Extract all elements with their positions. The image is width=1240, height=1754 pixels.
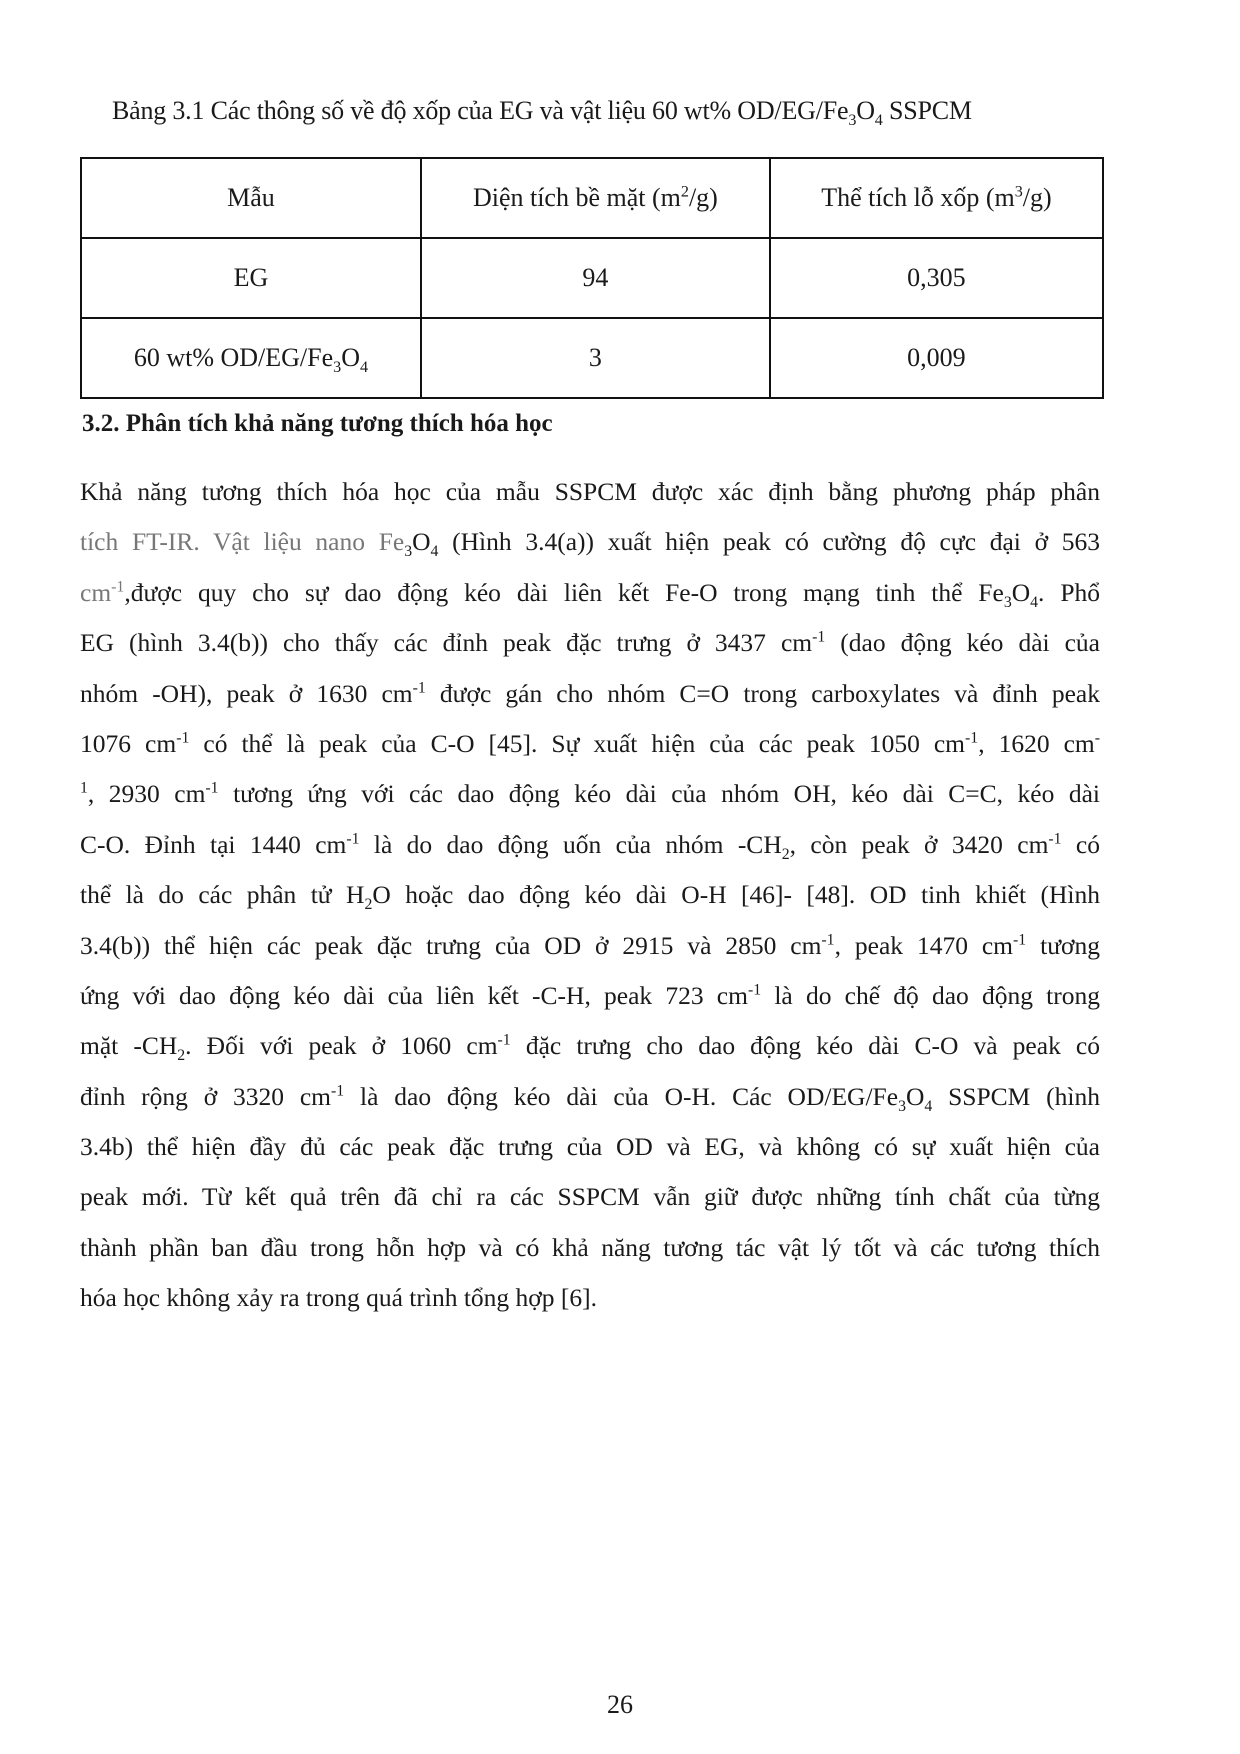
paragraph-line (80, 769, 1100, 819)
header-surface-area (421, 158, 770, 238)
paragraph-line: 3.4b) thể hiện đầy đủ các peak đặc trưng của OD và EG, và không có sự xuất hiện của (80, 1132, 1100, 1162)
text: , peak 1470 cm (834, 930, 1014, 960)
header-pore-volume (770, 158, 1103, 238)
sup: -1 (497, 1031, 511, 1049)
header-text: Thể tích lỗ xốp (m (821, 183, 1015, 212)
table-header-row (81, 158, 1103, 238)
text: là dao động kéo dài của O-H. Các OD/EG/Fe (344, 1081, 899, 1111)
sup: -1 (812, 628, 826, 646)
paragraph-line (80, 921, 1100, 971)
cell-sub: 3 (333, 359, 342, 377)
cell-pore-volume: 0,009 (770, 318, 1103, 398)
header-text: Diện tích bề mặt (m (472, 183, 681, 212)
header-sup: 2 (680, 183, 689, 201)
text: tương (1026, 930, 1101, 960)
sub: 2 (364, 896, 373, 914)
sup: -1 (412, 679, 426, 697)
table-row (81, 238, 1103, 318)
paragraph-line (80, 517, 1100, 567)
text: có (1061, 829, 1101, 859)
page-number: 26 (607, 1690, 633, 1719)
paragraph-line (80, 618, 1100, 668)
text: đặc trưng cho dao động kéo dài C-O và peak có (510, 1031, 1100, 1061)
sup: -1 (965, 729, 979, 747)
paragraph-line (80, 1072, 1100, 1122)
text: 3.4(b)) thể hiện các peak đặc trưng của OD ở 2915 và 2850 cm (80, 930, 822, 960)
sup: -1 (747, 981, 762, 999)
text: C-O. Đỉnh tại 1440 cm (80, 829, 347, 859)
section-heading: 3.2. Phân tích khả năng tương thích hóa học (82, 410, 553, 437)
body-paragraph (80, 467, 1100, 1324)
text: O hoặc dao động kéo dài O-H [46]- [48]. OD tinh khiết (Hình (372, 880, 1100, 910)
sup: 1 (80, 779, 88, 797)
text: tương ứng với các dao động kéo dài của nhóm OH, kéo dài C=C, kéo dài (218, 779, 1100, 809)
text: , còn peak ở 3420 cm (789, 829, 1049, 859)
sub: 3 (404, 543, 413, 561)
paragraph-line: Khả năng tương thích hóa học của mẫu SSPCM được xác định bằng phương pháp phân (80, 477, 1100, 506)
sub: 2 (177, 1047, 186, 1065)
cell-sample: EG (81, 238, 421, 318)
text: ,được quy cho sự dao động kéo dài liên kết Fe-O trong mạng tinh thể Fe (124, 577, 1004, 607)
sup: -1 (205, 779, 219, 797)
text: . Đối với peak ở 1060 cm (185, 1031, 498, 1061)
sup: -1 (1048, 830, 1062, 848)
sub: 3 (898, 1097, 906, 1115)
sub: 4 (1030, 593, 1039, 611)
cell-text: 60 wt% OD/EG/Fe (133, 343, 334, 372)
porosity-table (80, 157, 1104, 399)
text: O (905, 1081, 925, 1111)
text: O (412, 527, 431, 557)
sub: 4 (430, 543, 439, 561)
sup: -1 (821, 931, 835, 949)
caption-text: Bảng 3.1 Các thông số về độ xốp của EG và vật liệu 60 wt% OD/EG/Fe (112, 96, 849, 125)
header-sup: 3 (1014, 183, 1023, 201)
cell-text: O (341, 343, 361, 372)
paragraph-line (80, 568, 1100, 618)
cell-sub: 4 (360, 359, 369, 377)
sup: -1 (111, 578, 125, 596)
cell-sample (81, 318, 421, 398)
paragraph-line: peak mới. Từ kết quả trên đã chỉ ra các SSPCM vẫn giữ được những tính chất của từng (80, 1182, 1100, 1212)
sup: -1 (346, 830, 360, 848)
sup: -1 (331, 1082, 345, 1100)
text: (Hình 3.4(a)) xuất hiện peak có cường độ cực đại ở 563 (438, 527, 1101, 557)
cell-pore-volume: 0,305 (770, 238, 1103, 318)
table-row (81, 318, 1103, 398)
paragraph-line (80, 669, 1100, 719)
text: cm (80, 577, 112, 607)
sup: -1 (1013, 931, 1027, 949)
caption-sub: 4 (874, 112, 883, 130)
paragraph-line (80, 971, 1100, 1021)
header-sample (81, 158, 421, 238)
table-caption (112, 96, 972, 130)
paragraph-line (80, 1021, 1100, 1071)
paragraph-line (80, 870, 1100, 920)
text: đỉnh rộng ở 3320 cm (80, 1081, 332, 1111)
text: được gán cho nhóm C=O trong carboxylates và đỉnh peak (425, 678, 1100, 708)
text: thể là do các phân tử H (80, 880, 365, 910)
text: SSPCM (hình (932, 1081, 1101, 1111)
text: tích FT-IR. Vật liệu nano Fe (80, 527, 405, 557)
text: ứng với dao động kéo dài của liên kết -C-H, peak 723 cm (80, 980, 748, 1010)
caption-text: SSPCM (882, 96, 972, 125)
caption-sub: 3 (848, 112, 857, 130)
sup: - (1094, 729, 1101, 747)
text: nhóm -OH), peak ở 1630 cm (80, 678, 413, 708)
header-sample-label: Mẫu (227, 183, 275, 212)
text: . Phổ (1038, 577, 1101, 607)
sub: 4 (924, 1097, 933, 1115)
text: là do dao động uốn của nhóm -CH (359, 829, 782, 859)
text: EG (hình 3.4(b)) cho thấy các đỉnh peak đặc trưng ở 3437 cm (80, 628, 813, 658)
text: là do chế độ dao động trong (761, 980, 1100, 1010)
header-text: /g) (1022, 183, 1052, 212)
text: có thể là peak của C-O [45]. Sự xuất hiện của các peak 1050 cm (189, 728, 966, 758)
paragraph-line: hóa học không xảy ra trong quá trình tổng hợp [6]. (80, 1283, 597, 1313)
paragraph-line (80, 820, 1100, 870)
sup: -1 (176, 729, 190, 747)
paragraph-line (80, 719, 1100, 769)
caption-text: O (856, 96, 875, 125)
text: 1076 cm (80, 728, 177, 758)
text: O (1011, 577, 1031, 607)
text: (dao động kéo dài của (825, 628, 1100, 658)
cell-surface-area: 3 (421, 318, 770, 398)
text: , 1620 cm (978, 728, 1095, 758)
text: mặt -CH (80, 1031, 178, 1061)
paragraph-line: thành phần ban đầu trong hỗn hợp và có khả năng tương tác vật lý tốt và các tương thích (80, 1232, 1100, 1262)
sub: 2 (781, 845, 790, 863)
text: , 2930 cm (87, 779, 206, 809)
sub: 3 (1003, 593, 1012, 611)
cell-surface-area: 94 (421, 238, 770, 318)
header-text: /g) (688, 183, 718, 212)
